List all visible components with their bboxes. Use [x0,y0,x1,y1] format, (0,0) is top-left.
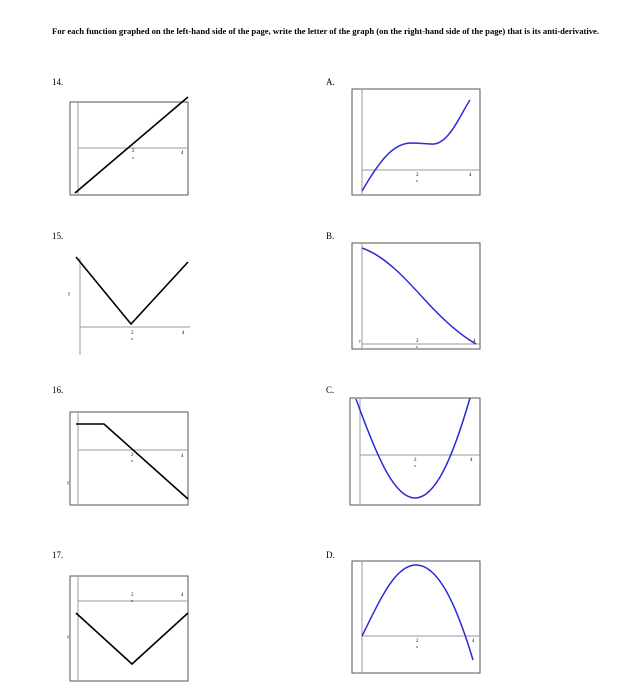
instructions-text: For each function graphed on the left-hand side of the page, write the letter of the graph (on the right-hand side of the page) that is its anti-derivative. [52,26,600,36]
graph-c-tick-x: x [414,463,416,468]
graph-16-tick-4: 4 [181,454,184,459]
graph-a [352,89,480,195]
graph-c-tick-2: 2 [414,458,417,463]
graph-14-tick-2: 2 [132,149,135,154]
graph-d [352,561,480,673]
graph-16-frame [70,412,188,505]
problem-15-label: 15. [52,231,64,241]
choice-b-label: B. [326,231,335,241]
choice-d-label: D. [326,550,335,560]
problem-16-label: 16. [52,385,64,395]
graph-15-tick-y: y [68,292,71,297]
graph-a-tick-2: 2 [416,173,419,178]
graph-c-tick-4: 4 [470,458,473,463]
problem-14-label: 14. [52,77,64,87]
graph-17-tick-2: 2 [131,593,134,598]
graph-b [352,243,480,349]
graph-17-curve [76,613,188,664]
graph-b-tick-y: y [359,338,361,343]
graph-16-tick-x: x [131,458,133,463]
graph-15 [68,257,190,355]
graph-c-frame [350,398,480,505]
graph-17-tick-y: y [67,635,70,640]
graph-14-curve [75,97,188,193]
graph-15-tick-x: x [131,336,133,341]
graph-c-curve [356,398,470,498]
graph-17-tick-4: 4 [181,593,184,598]
graph-d-tick-x: x [416,644,418,649]
graph-14-tick-4: 4 [181,151,184,156]
graph-b-tick-2: 2 [416,339,419,344]
graph-17 [67,576,188,681]
graph-15-curve [76,257,188,324]
graph-b-curve [362,248,476,344]
graph-a-tick-4: 4 [469,173,472,178]
choice-c-label: C. [326,385,335,395]
graph-a-tick-x: x [416,178,418,183]
problem-17-label: 17. [52,550,64,560]
choice-a-label: A. [326,77,335,87]
graph-17-tick-x: x [131,598,133,603]
graph-d-tick-4: 4 [472,639,475,644]
graph-15-tick-4: 4 [182,331,185,336]
graph-c [350,398,480,505]
graph-15-tick-2: 2 [131,331,134,336]
graph-b-tick-4: 4 [473,339,476,344]
graph-16-tick-y: y [67,481,70,486]
graph-14 [70,97,188,195]
graph-16 [67,412,188,505]
graph-d-tick-2: 2 [416,639,419,644]
graph-14-tick-x: x [132,155,134,160]
graph-b-tick-x: x [416,344,418,349]
graph-16-tick-2: 2 [131,453,134,458]
